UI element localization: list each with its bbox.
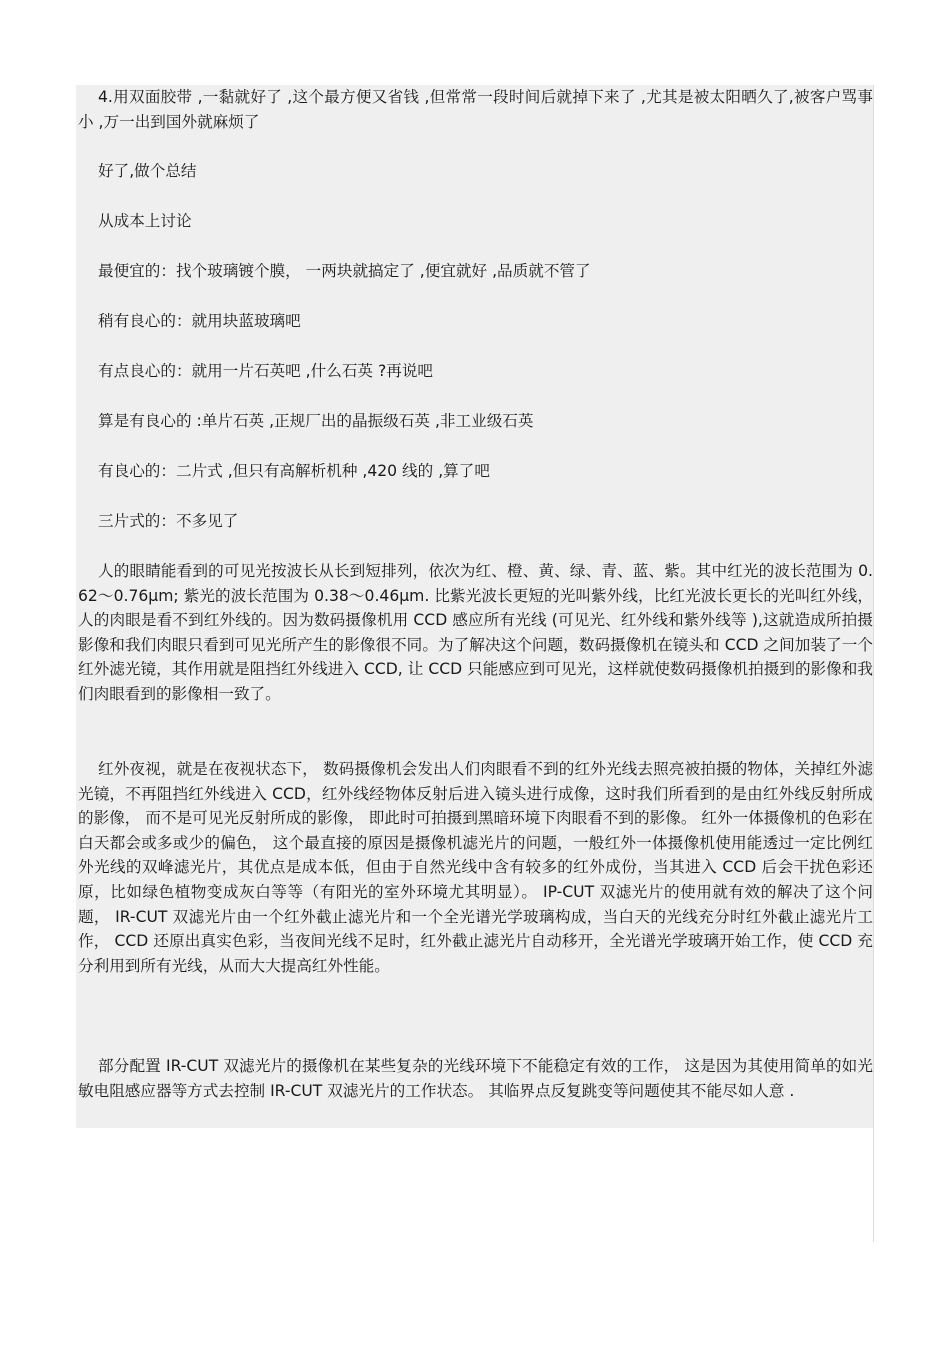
paragraph-cheapest: 最便宜的：找个玻璃镀个膜， 一两块就搞定了 ,便宜就好 ,品质就不管了 <box>98 262 591 280</box>
paragraph-ir-cut-limitations: 部分配置 IR-CUT 双滤光片的摄像机在某些复杂的光线环境下不能稳定有效的工作， 这是因为其使用简单的如光敏电阻感应器等方式去控制 IR-CUT 双滤光片的工作状态。 其临界点反复跳变等问题使其不能尽如人意 . <box>78 1057 873 1100</box>
paragraph-cost-discussion: 从成本上讨论 <box>98 212 192 230</box>
document-text-block <box>76 85 873 1128</box>
paragraph-three-piece: 三片式的：不多见了 <box>98 512 239 530</box>
paragraph-visible-light: 人的眼睛能看到的可见光按波长从长到短排列，依次为红、橙、黄、绿、青、蓝、紫。其中红光的波长范围为 0.62～0.76μm; 紫光的波长范围为 0.38～0.46μm. 比紫光波长更短的光叫紫外线，比红光波长更长的光叫红外线，人的肉眼是看不到红外线的。因为数码摄像机用 CCD 感应所有光线 (可见光、红外线和紫外线等 ),这就造成所拍摄影像和我们肉眼只看到可见光所产生的影像很不同。为了解决这个问题，数码摄像机在镜头和 CCD 之间加装了一个红外滤光镜，其作用就是阻挡红外线进入 CCD, 让 CCD 只能感应到可见光，这样就使数码摄像机拍摄到的影像和我们肉眼看到的影像相一致了。 <box>78 562 873 703</box>
paragraph-somewhat-conscientious: 有点良心的：就用一片石英吧 ,什么石英 ?再说吧 <box>98 362 434 380</box>
paragraph-slightly-conscientious: 稍有良心的：就用块蓝玻璃吧 <box>98 312 301 330</box>
paragraph-infrared-night-vision: 红外夜视，就是在夜视状态下， 数码摄像机会发出人们肉眼看不到的红外光线去照亮被拍摄的物体，关掉红外滤光镜，不再阻挡红外线进入 CCD，红外线经物体反射后进入镜头进行成像，这时我们所看到的是由红外线反射所成的影像， 而不是可见光反射所成的影像， 即此时可拍摄到黑暗环境下肉眼看不到的影像。 红外一体摄像机的色彩在白天都会或多或少的偏色， 这个最直接的原因是摄像机滤光片的问题，一般红外一体摄像机使用能透过一定比例红外光线的双峰滤光片，其优点是成本低，但由于自然光线中含有较多的红外成份，当其进入 CCD 后会干扰色彩还原，比如绿色植物变成灰白等等（有阳光的室外环境尤其明显）。 IP-CUT 双滤光片的使用就有效的解决了这个问题， IR-CUT 双滤光片由一个红外截止滤光片和一个全光谱光学玻璃构成，当白天的光线充分时红外截止滤光片工作， CCD 还原出真实色彩，当夜间光线不足时，红外截止滤光片自动移开，全光谱光学玻璃开始工作，使 CCD 充分利用到所有光线，从而大大提高红外性能。 <box>78 760 873 975</box>
paragraph-conscientious: 有良心的：二片式 ,但只有高解析机种 ,420 线的 ,算了吧 <box>98 462 490 480</box>
paragraph-fairly-conscientious: 算是有良心的 :单片石英 ,正规厂出的晶振级石英 ,非工业级石英 <box>98 412 534 430</box>
paragraph-double-sided-tape: 4.用双面胶带 ,一黏就好了 ,这个最方便又省钱 ,但常常一段时间后就掉下来了 ,尤其是被太阳晒久了,被客户骂事小 ,万一出到国外就麻烦了 <box>78 88 873 131</box>
paragraph-summary-intro: 好了,做个总结 <box>98 162 197 180</box>
